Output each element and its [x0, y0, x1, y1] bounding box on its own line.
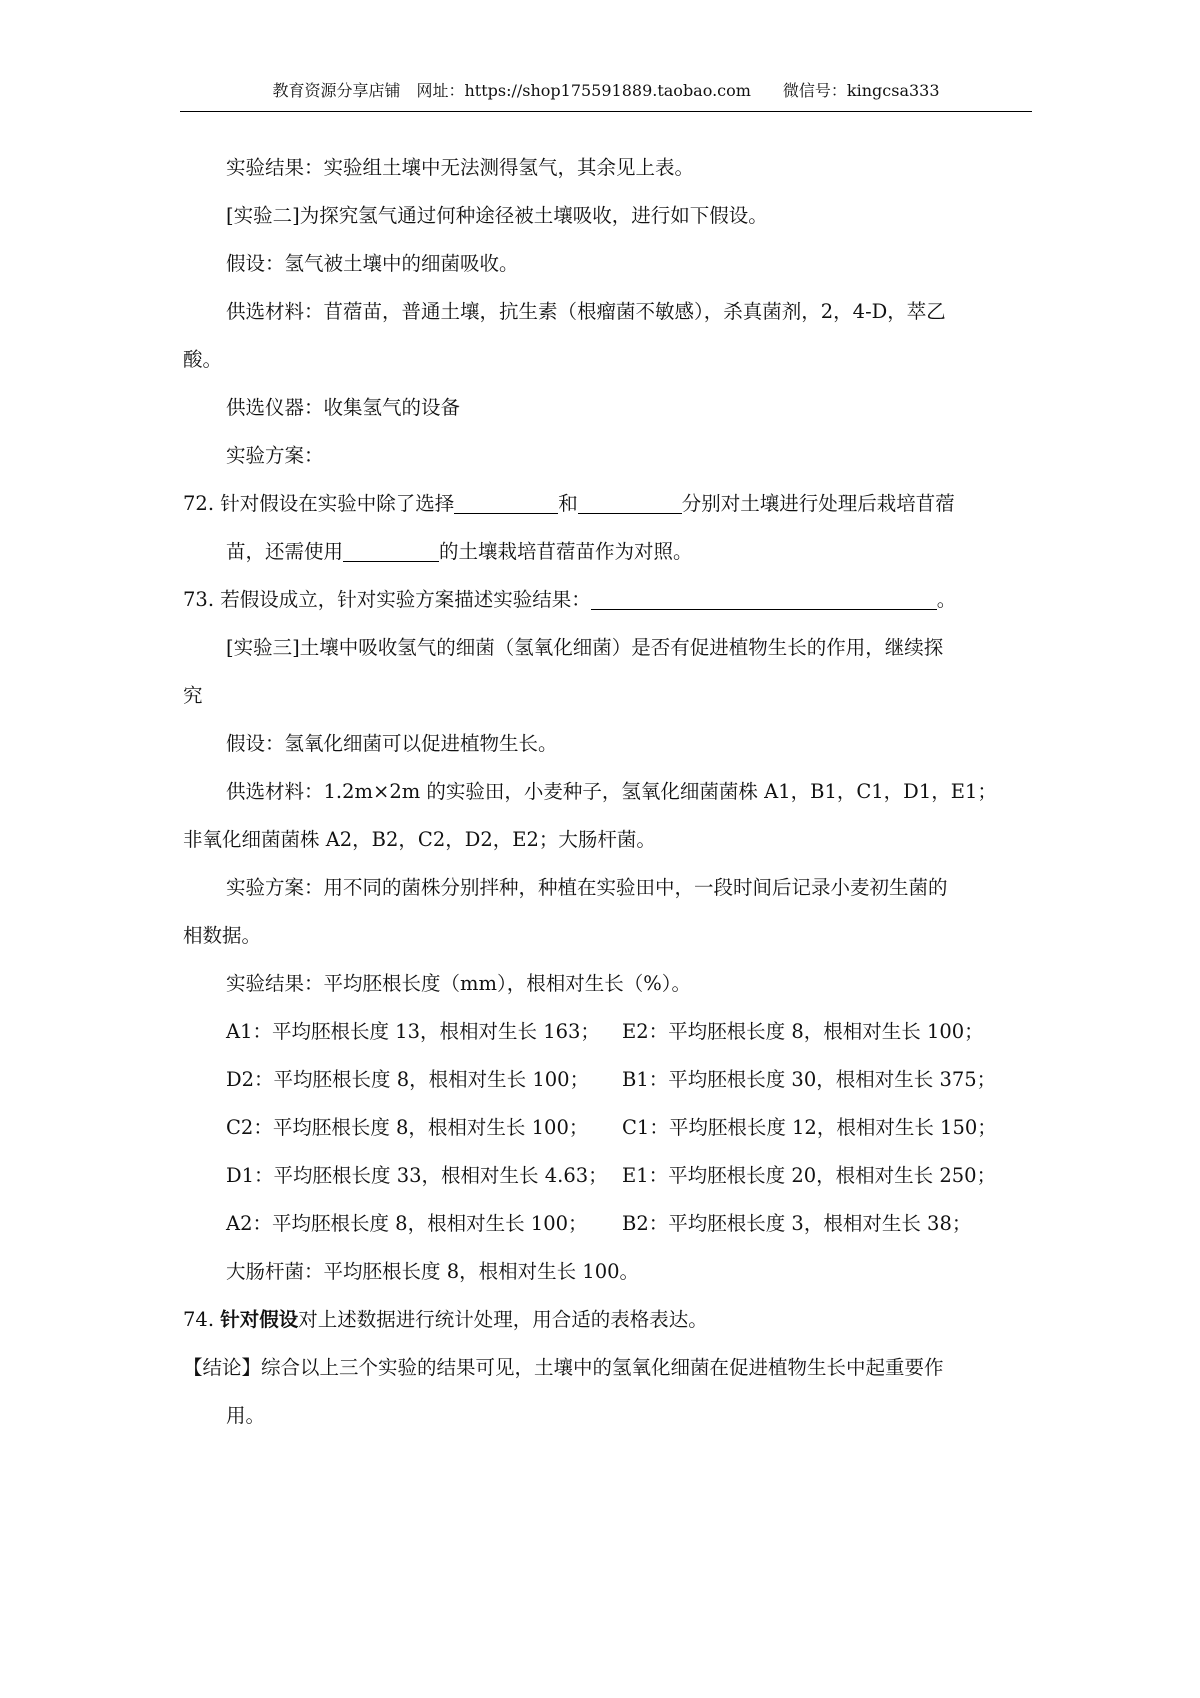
paragraph-result-1: 实验结果：实验组土壤中无法测得氢气，其余见上表。 [226, 156, 695, 179]
question-72-line-1 [183, 490, 955, 518]
paragraph-hypothesis-3: 假设：氢氧化细菌可以促进植物生长。 [226, 732, 558, 755]
question-72-text-5: 的土壤栽培苜蓿苗作为对照。 [439, 540, 693, 563]
paragraph-experiment-3-cont: 究 [183, 684, 203, 707]
paragraph-materials-3-cont: 非氧化细菌菌株 A2，B2，C2，D2，E2；大肠杆菌。 [183, 828, 656, 851]
question-73-text: 73. 若假设成立，针对实验方案描述实验结果： [183, 588, 591, 611]
result-d1: D1：平均胚根长度 33，根相对生长 4.63； [226, 1164, 608, 1187]
paragraph-hypothesis-2: 假设：氢气被土壤中的细菌吸收。 [226, 252, 519, 275]
paragraph-experiment-2: [实验二]为探究氢气通过何种途径被土壤吸收，进行如下假设。 [226, 204, 768, 227]
conclusion: 【结论】综合以上三个实验的结果可见，土壤中的氢氧化细菌在促进植物生长中起重要作 [183, 1356, 944, 1379]
result-e2: E2：平均胚根长度 8，根相对生长 100； [622, 1020, 984, 1043]
conclusion-cont: 用。 [226, 1404, 266, 1427]
paragraph-plan-3: 实验方案：用不同的菌株分别拌种，种植在实验田中，一段时间后记录小麦初生菌的 [226, 876, 948, 899]
paragraph-result-3: 实验结果：平均胚根长度（mm），根相对生长（%）。 [226, 972, 692, 995]
paragraph-materials-2: 供选材料：苜蓿苗，普通土壤，抗生素（根瘤菌不敏感），杀真菌剂，2，4-D，萃乙 [226, 300, 946, 323]
question-73 [183, 586, 956, 614]
result-a1: A1：平均胚根长度 13，根相对生长 163； [226, 1020, 600, 1043]
answer-blank-73[interactable] [591, 589, 937, 610]
question-72-text-3: 分别对土壤进行处理后栽培苜蓿 [681, 492, 955, 515]
paragraph-plan-3-cont: 相数据。 [183, 924, 262, 947]
paragraph-plan-2: 实验方案： [226, 444, 324, 467]
header-rule [180, 111, 1032, 112]
paragraph-materials-2-cont: 酸。 [183, 348, 223, 371]
answer-blank-72-2[interactable] [578, 493, 682, 514]
answer-blank-72-3[interactable] [343, 541, 439, 562]
question-72-text-4: 苗，还需使用 [226, 540, 344, 563]
question-74-number: 74. [183, 1308, 221, 1331]
question-74-text: 对上述数据进行统计处理，用合适的表格表达。 [298, 1308, 708, 1331]
result-c1: C1：平均胚根长度 12，根相对生长 150； [622, 1116, 997, 1139]
result-d2: D2：平均胚根长度 8，根相对生长 100； [226, 1068, 590, 1091]
result-ecoli: 大肠杆菌：平均胚根长度 8，根相对生长 100。 [226, 1260, 640, 1283]
paragraph-experiment-3: [实验三]土壤中吸收氢气的细菌（氢氧化细菌）是否有促进植物生长的作用，继续探 [226, 636, 944, 659]
question-72-text-2: 和 [558, 492, 578, 515]
question-73-end: 。 [936, 588, 957, 611]
question-74 [183, 1306, 708, 1334]
result-e1: E1：平均胚根长度 20，根相对生长 250； [622, 1164, 997, 1187]
page-header: 教育资源分享店铺 网址：https://shop175591889.taobao.com 微信号：kingcsa333 [272, 81, 940, 100]
result-a2: A2：平均胚根长度 8，根相对生长 100； [226, 1212, 588, 1235]
question-72-text-1: 72. 针对假设在实验中除了选择 [183, 492, 455, 515]
result-c2: C2：平均胚根长度 8，根相对生长 100； [226, 1116, 589, 1139]
question-72-line-2 [226, 538, 693, 566]
paragraph-materials-3: 供选材料：1.2m×2m 的实验田，小麦种子，氢氧化细菌菌株 A1，B1，C1，D1，E1； [226, 780, 997, 803]
answer-blank-72-1[interactable] [454, 493, 558, 514]
question-74-bold: 针对假设 [220, 1308, 299, 1331]
result-b2: B2：平均胚根长度 3，根相对生长 38； [622, 1212, 972, 1235]
result-b1: B1：平均胚根长度 30，根相对生长 375； [622, 1068, 997, 1091]
paragraph-instruments: 供选仪器：收集氢气的设备 [226, 396, 461, 419]
